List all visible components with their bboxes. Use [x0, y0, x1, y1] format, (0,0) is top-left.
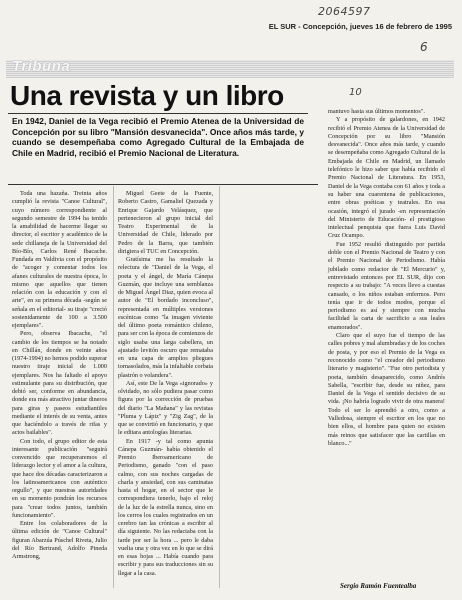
author-signature: Sergio Ramón Fuentealba [340, 582, 417, 590]
handwritten-side-note: 6 [420, 40, 428, 54]
paragraph: Fue 1952 resultó distinguido por partida doble con el Premio Nacional de Teatro y con el Premio Nacional de Periodismo. Había jubilado como redactor de "El Mercurio" y, entrevistado entonces por EL SUR, dijo con respecto a su trabajo: "A veces llevo a cuestas cansado, o los niños estaban enfermos. Pero tenía que ir de todos modos, porque el periodismo es así y siempre con mucha facilidad la carta de sacrificio a sus leales enamorados". [328, 240, 445, 331]
paragraph: Entre los colaboradores de la última edición de "Canoe Cultural" figuran Abarzúa Púschel Riveta, Julio del Río Bertrand, Adolfo Pineda Armstrong, [12, 520, 107, 560]
paragraph: Pero, observa Ibacache, "el cambio de los tiempos se ha notado en Chillán, donde en veinte años (1974-1994) no hemos podido superar nuestro tiraje inicial de 1.000 ejemplares. Nos ha faltado el apoyo estimulante para su distribución, que debió ser, conforme en abundancia, donde era más atractivo juntar dineros para giras y paseos estudiantiles mediante el interés de su venta, antes que haciéndolo a través de rifas y actos bailables". [12, 330, 107, 437]
paragraph: Con todo, el grupo editor de esta interesante publicación "seguirá convencido que recuperaremos el liderazgo lector y el amor a la cultura, que hace dos décadas caracterizaron a los latinoamericanos con auténtico orgullo", y que nuestras autoridades en su momento pondrán los recursos para "crear todos juntos, también funcionamiento". [12, 437, 107, 519]
section-banner [6, 60, 454, 78]
paragraph: Y a propósito de galardones, en 1942 recibió el Premio Atenea de la Universidad de Concepción por su libro "Mansión desvanecida". Once años más tarde, y cuando se desempeñaba como Agregado Cultural de la Embajada de Chile en Madrid, un llamado telefónico le hizo saber que había recibido el Premio Nacional de Literatura. En 1953, Daniel de la Vega contaba con 61 años y toda a su haber una cuarentena de publicaciones, entre obras poéticas y teatrales. En esa ocasión, integró el jurado -en representación del Ministerio de Educación- el prestigioso intelectual penquista que fuera Luis David Cruz Ocampo. [328, 116, 445, 240]
handwritten-archive-number: 2064597 [318, 5, 371, 18]
title-rule [8, 113, 308, 114]
article-column-4 [328, 108, 445, 448]
column-divider [219, 186, 220, 588]
handwritten-mid-note: 10 [349, 87, 362, 98]
publication-header: EL SUR - Concepción, jueves 16 de febrero de 1995 [268, 22, 452, 31]
lead-rule [8, 184, 318, 185]
paragraph: Claro que el suyo fue el tiempo de las calles pobres y mal alumbradas y de los coches de posta, y por eso el Premio de la Vega es reconocido como "el creador del periodismo literario y magisterio". "Fue otro periodista y poeta, también desaparecido, como Andrés Sabella, "escribir fue, desde su niñez, para Daniel de la Vega el sentido decisivo de su vida. ¡No habría logrado vivir de otra manera! Todo el ser lo aprendió a otro, como a Valledosa, siempre el escritor en los que no bien ellos, el hombre para quien no existen más reinos que satisfacer que las cartillas en blanco..." [328, 332, 445, 447]
paragraph: En 1917 -y tal como apunta Cánepa Guzmán- había obtenido el Premio Iberoamericano de Periodismo, ganado "con el paso calmo, con sus noches cargadas de charla y ansiedad, con sus caminatas hasta el hogar, en el sector que le correspondiera tenerlo, bajo el reloj de la luz de la estrella nunca, sino en los cerros los cuales registrados en un cerebro tan las crónicas a escribir al día siguiente. No las redactaba con la tarde por ser la hora ... pero le daba vuelta una y otra vez en lo que se dirá en esas hojas ... Había cuando para escribir y para sus traducciones sin su llegar a la casa. [118, 437, 213, 577]
article-column-2 [118, 190, 213, 578]
paragraph: Toda una hazaña. Treinta años cumplió la revista "Canoe Cultural", cuyo número correspondiente al segundo semestre de 1994 ha tenido la amabilidad de hacerme llegar su director, el escritor y académico de la sede chillaneja de la Universidad del Bío-Bío, Carlos René Ibacache. Fundada en Valdivia con el propósito de "acoger y comentar todos los afanes culturales de nuestra época, lo mismo que aquellos que tienen relación con la educación y con el arte", en su primera década -según se señala en el editorial- su tiraje "creció sostenidamente de 100 a 3.500 ejemplares". [12, 190, 107, 329]
article-title: Una revista y un libro [10, 80, 284, 111]
paragraph: Miguel Geete de la Fuente, Roberto Castro, Gamaliel Quezada y Enrique Gajardo Velásquez, que pertenecieron al grupo inicial del Teatro Experimental de la Universidad de Chile, liderado por Pedro de la Barra, que también dirigiera el TUC en Concepción. [118, 190, 213, 255]
paragraph: mantuvo hasta sus últimos momentos". [328, 108, 425, 115]
paragraph: Gratísima me ha resultado la relectura de "Daniel de la Vega, el poeta y el ángel, de María Cánepa Guzmán, que incluye una semblanza de Miguel Ángel Diaz, quien evoca al autor de "El bordado inconcluso", representada en múltiples versiones escénicas como "la imagen viviente del último poeta romántico chileno, para ser con la época de comienzos de siglo usaba una larga cabellera, un ajustado levitón oscuro que remataba en una capa de amplios pliegues tornasolados, más la infaltable corbata plastrón o volandera". [118, 256, 214, 379]
article-column-1 [12, 190, 107, 561]
article-lead: En 1942, Daniel de la Vega recibió el Premio Atenea de la Universidad de Concepción por su libro "Mansión desvanecida". Once años más tarde, y cuando se desempeñaba como Agregado Cultural de la Embajada de Chile en Madrid, recibió el Premio Nacional de Literatura. [12, 116, 304, 158]
column-divider [113, 186, 114, 588]
paragraph: Así, este De la Vega «ignorado» y olvidado, no sólo pudiera pasar como figura por la corrección de pruebas del diario "La Mañana" y las revistas "Pluma y Lápiz" y "Zig Zag", de la que se convirtió en funcionario, y que le editara antologías literarias. [118, 379, 213, 437]
section-label: Tribuna [12, 58, 71, 75]
